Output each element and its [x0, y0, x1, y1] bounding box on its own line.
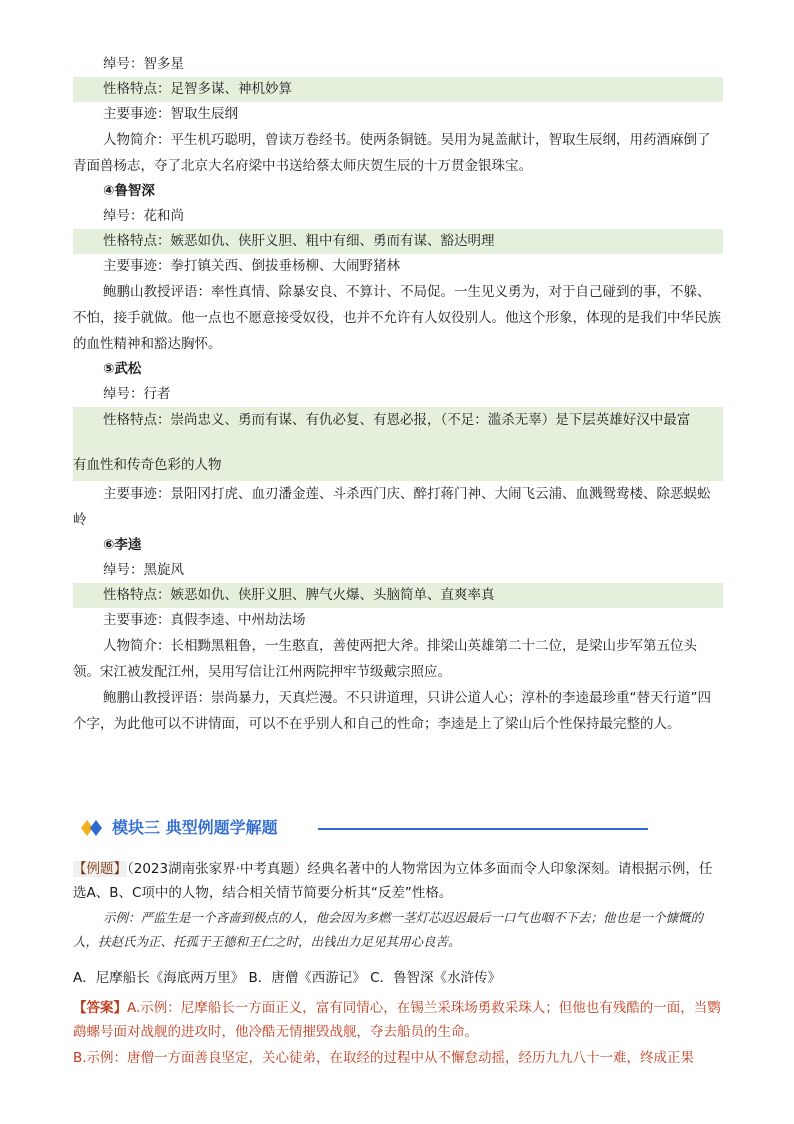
answer-a [73, 996, 723, 1044]
li-kui-traits: 性格特点：嫉恶如仇、侠肝义胆、脾气火爆、头脑简单、直爽率真 [73, 583, 723, 608]
question-example: 示例：严监生是一个吝啬到极点的人，他会因为多燃一茎灯芯迟迟最后一口气也咽不下去；他也是一个慷慨的人，扶赵氏为正、托孤于王德和王仁之时，出钱出力足见其用心良苦。 [73, 910, 704, 949]
wu-song-deeds: 主要事迹：景阳冈打虎、血刃潘金莲、斗杀西门庆、醉打蒋门神、大闹飞云浦、血溅鸳鸯楼、除恶蜈蚣岭 [73, 486, 711, 528]
wu-song-nickname: 绰号：行者 [103, 386, 171, 402]
module-header [80, 815, 640, 843]
li-kui-heading: ⑥李逵 [103, 537, 142, 553]
example-question [73, 857, 723, 905]
wu-yong-traits: 性格特点：足智多谋、神机妙算 [73, 77, 723, 102]
answer-a-text: A.示例：尼摩船长一方面正义，富有同情心，在锡兰采珠场勇救采珠人；但他也有残酷的一面，当鹦鹉螺号面对战舰的进攻时，他冷酷无情摧毁战舰，夺去船员的生命。 [73, 1000, 721, 1040]
lu-zhishen-traits: 性格特点：嫉恶如仇、侠肝义胆、粗中有细、勇而有谋、豁达明理 [73, 229, 723, 254]
wu-song-heading: ⑤武松 [103, 361, 142, 377]
wu-song-traits-line1: 性格特点：崇尚忠义、勇而有谋、有仇必复、有恩必报，（不足：滥杀无辜）是下层英雄好汉中最富 [103, 412, 691, 428]
li-kui-comment: 鲍鹏山教授评语：崇尚暴力，天真烂漫。不只讲道理，只讲公道人心；淳朴的李逵最珍重“替天行道”四个字，为此他可以不讲情面，可以不在乎别人和自己的性命；李逵是上了梁山后个性保持最完整的人。 [73, 690, 711, 732]
lu-zhishen-comment: 鲍鹏山教授评语：率性真情、除暴安良、不算计、不局促。一生见义勇为，对于自己碰到的事，不躲、不怕，接手就做。他一点也不愿意接受奴役，也并不允许有人奴役别人。他这个形象，体现的是我们中华民族的血性精神和豁达胸怀。 [73, 284, 721, 352]
character-profiles [73, 52, 723, 737]
wu-yong-deeds: 主要事迹：智取生辰纲 [103, 106, 238, 122]
li-kui-deeds: 主要事迹：真假李逵、中州劫法场 [103, 612, 306, 628]
wu-song-traits-line2: 有血性和传奇色彩的人物 [73, 457, 222, 473]
wu-song-traits [73, 407, 723, 481]
li-kui-nickname: 绰号：黑旋风 [103, 562, 184, 578]
wu-yong-nickname: 绰号：智多星 [103, 56, 184, 72]
wu-yong-intro: 人物简介：平生机巧聪明，曾读万卷经书。使两条铜链。吴用为晁盖献计，智取生辰纲，用药酒麻倒了青面兽杨志，夺了北京大名府梁中书送给蔡太师庆贺生辰的十万贯金银珠宝。 [73, 132, 711, 174]
double-diamond-icon [80, 818, 106, 838]
question-text: 经典名著中的人物常因为立体多面而令人印象深刻。请根据示例，任选A、B、C项中的人物，结合相关情节简要分析其“反差”性格。 [73, 861, 713, 901]
answer-b: B.示例：唐僧一方面善良坚定，关心徒弟，在取经的过程中从不懈怠动摇，经历九九八十一难，终成正果 [73, 1050, 695, 1066]
module-rule [318, 828, 648, 830]
question-options: A．尼摩船长《海底两万里》 B．唐僧《西游记》 C．鲁智深《水浒传》 [73, 970, 502, 986]
question-tag: 【例题】 [73, 861, 127, 877]
lu-zhishen-deeds: 主要事迹：拳打镇关西、倒拔垂杨柳、大闹野猪林 [103, 258, 400, 274]
li-kui-intro: 人物简介：长相黝黑粗鲁，一生憨直，善使两把大斧。排梁山英雄第二十二位，是梁山步军第五位头领。宋江被发配江州，吴用写信让江州两院押牢节级戴宗照应。 [73, 638, 697, 680]
module-title: 模块三 典型例题学解题 [112, 818, 278, 837]
lu-zhishen-heading: ④鲁智深 [103, 183, 155, 199]
answer-label: 【答案】 [73, 1000, 127, 1016]
lu-zhishen-nickname: 绰号：花和尚 [103, 208, 184, 224]
question-source: （2023湖南张家界·中考真题） [127, 861, 308, 877]
